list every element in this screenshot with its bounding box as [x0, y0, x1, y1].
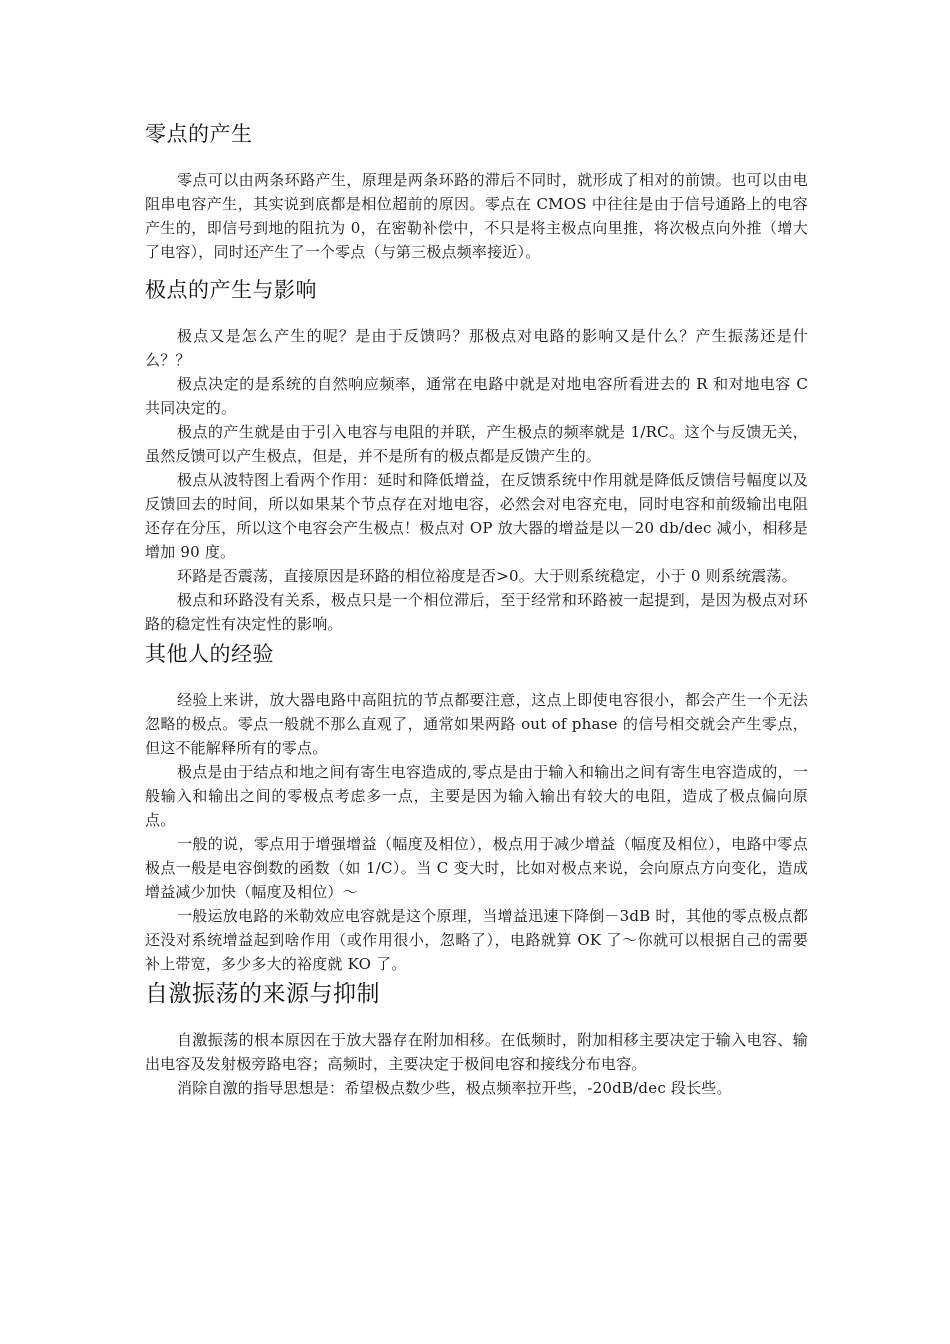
paragraph: 零点可以由两条环路产生，原理是两条环路的滞后不同时，就形成了相对的前馈。也可以由电阻串电容产生，其实说到底都是相位超前的原因。零点在 CMOS 中往往是由于信号通路上的电容产生的，即信号到地的阻抗为 0，在密勒补偿中，不只是将主极点向里推，将次极点向外推（增大了电容），同时还产生了一个零点（与第三极点频率接近）。 [145, 171, 808, 261]
section-zero-generation [145, 118, 808, 264]
section-body [145, 1028, 808, 1100]
paragraph: 极点决定的是系统的自然响应频率，通常在电路中就是对地电容所看进去的 R 和对地电容 C 共同决定的。 [145, 375, 808, 417]
paragraph: 一般运放电路的米勒效应电容就是这个原理，当增益迅速下降倒－3dB 时，其他的零点极点都还没对系统增益起到啥作用（或作用很小，忽略了），电路就算 OK 了～你就可以根据自己的需要补上带宽，多少多大的裕度就 KO 了。 [145, 907, 808, 973]
paragraph: 经验上来讲，放大器电路中高阻抗的节点都要注意，这点上即使电容很小，都会产生一个无法忽略的极点。零点一般就不那么直观了，通常如果两路 out of phase 的信号相交就会产生零点，但这不能解释所有的零点。 [145, 691, 808, 757]
paragraph: 极点是由于结点和地之间有寄生电容造成的,零点是由于输入和输出之间有寄生电容造成的，一般输入和输出之间的零极点考虑多一点，主要是因为输入输出有较大的电阻，造成了极点偏向原点。 [145, 763, 808, 829]
section-body [145, 324, 808, 636]
paragraph: 极点的产生就是由于引入电容与电阻的并联，产生极点的频率就是 1/RC。这个与反馈无关，虽然反馈可以产生极点，但是，并不是所有的极点都是反馈产生的。 [145, 423, 808, 465]
section-title: 极点的产生与影响 [145, 278, 317, 302]
paragraph: 极点又是怎么产生的呢？是由于反馈吗？那极点对电路的影响又是什么？产生振荡还是什么？？ [145, 327, 808, 369]
section-title: 其他人的经验 [145, 642, 274, 666]
paragraph: 一般的说，零点用于增强增益（幅度及相位），极点用于减少增益（幅度及相位），电路中零点极点一般是电容倒数的函数（如 1/C）。当 C 变大时，比如对极点来说，会向原点方向变化，造成增益减少加快（幅度及相位）～ [145, 835, 808, 901]
paragraph: 消除自激的指导思想是：希望极点数少些，极点频率拉开些，-20dB/dec 段长些。 [177, 1079, 732, 1097]
paragraph: 极点和环路没有关系，极点只是一个相位滞后，至于经常和环路被一起提到，是因为极点对环路的稳定性有决定性的影响。 [145, 591, 808, 633]
section-pole-generation [145, 274, 808, 636]
section-title: 自激振荡的来源与抑制 [145, 981, 380, 1007]
section-body [145, 168, 808, 264]
section-others-experience [145, 638, 808, 976]
section-self-oscillation [145, 978, 808, 1100]
document-page [145, 118, 808, 1102]
paragraph: 极点从波特图上看两个作用：延时和降低增益，在反馈系统中作用就是降低反馈信号幅度以及反馈回去的时间，所以如果某个节点存在对地电容，必然会对电容充电，同时电容和前级输出电阻还存在分压，所以这个电容会产生极点！极点对 OP 放大器的增益是以－20 db/dec 减小，相移是增加 90 度。 [145, 471, 808, 561]
paragraph: 自激振荡的根本原因在于放大器存在附加相移。在低频时，附加相移主要决定于输入电容、输出电容及发射极旁路电容；高频时，主要决定于极间电容和接线分布电容。 [145, 1031, 808, 1073]
section-title: 零点的产生 [145, 122, 253, 146]
section-body [145, 688, 808, 976]
paragraph: 环路是否震荡，直接原因是环路的相位裕度是否>0。大于则系统稳定，小于 0 则系统震荡。 [177, 567, 797, 585]
